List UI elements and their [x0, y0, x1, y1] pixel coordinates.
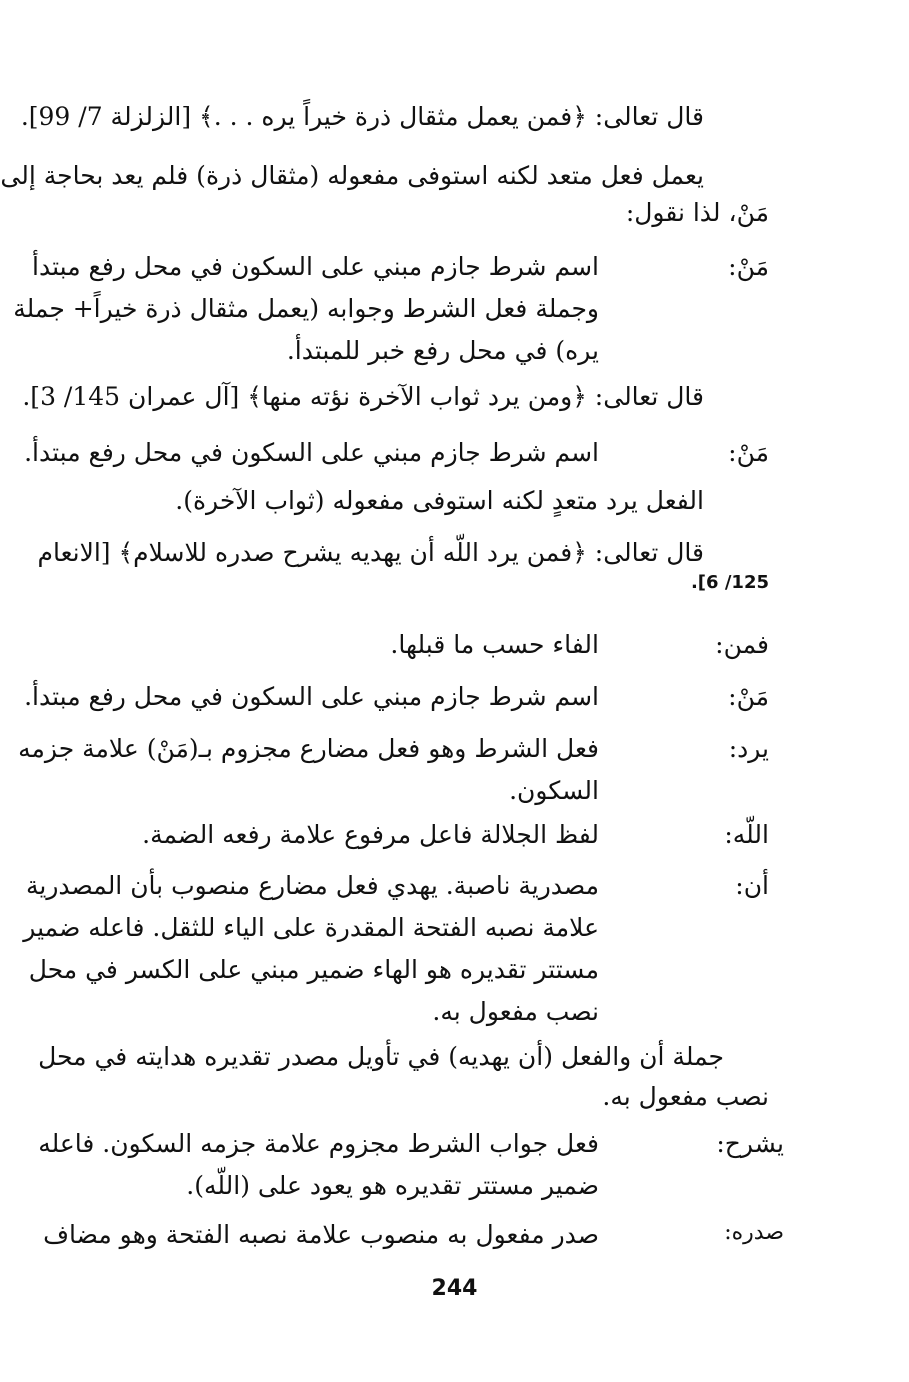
definition-line: صدر مفعول به منصوب علامة نصبه الفتحة وهو مضاف [43, 1220, 599, 1249]
verse-citation: قال تعالى: ﴿فمن يعمل مثقال ذرة خيراً يره . . .﴾ [الزلزلة 7/ 99]. [20, 102, 704, 131]
parsed-term: يشرح: [716, 1129, 784, 1158]
definition-line: اسم شرط جازم مبني على السكون في محل رفع مبتدأ [32, 252, 599, 281]
parsed-term: صدره: [724, 1220, 784, 1245]
paragraph-line: نصب مفعول به. [602, 1082, 769, 1111]
page-number: 244 [431, 1276, 478, 1301]
definition-line: نصب مفعول به. [432, 997, 599, 1026]
definition-line: ضمير مستتر تقديره هو يعود على (اللّه). [186, 1171, 599, 1200]
parsed-term: مَنْ: [728, 252, 769, 281]
paragraph-line: جملة أن والفعل (أن يهديه) في تأويل مصدر تقديره هدايته في محل [38, 1042, 724, 1071]
paragraph-line: يعمل فعل متعد لكنه استوفى مفعوله (مثقال ذرة) فلم يعد بحاجة إلى [0, 161, 704, 190]
definition-line: اسم شرط جازم مبني على السكون في محل رفع مبتدأ. [24, 682, 599, 711]
definition-line: اسم شرط جازم مبني على السكون في محل رفع مبتدأ. [24, 438, 599, 467]
verse-citation: 125/ 6]. [690, 572, 769, 593]
verse-citation: قال تعالى: ﴿فمن يرد اللّه أن يهديه يشرح صدره للاسلام﴾ [الانعام [37, 538, 704, 567]
parsed-term: فمن: [715, 630, 769, 659]
definition-line: علامة نصبه الفتحة المقدرة على الياء للثقل. فاعله ضمير [23, 913, 599, 942]
parsed-term: أن: [735, 871, 769, 900]
paragraph-line: مَنْ، لذا نقول: [625, 198, 769, 227]
definition-line: مستتر تقديره هو الهاء ضمير مبني على الكسر في محل [28, 955, 599, 984]
definition-line: السكون. [509, 776, 599, 805]
definition-line: لفظ الجلالة فاعل مرفوع علامة رفعه الضمة. [142, 820, 599, 849]
definition-line: وجملة فعل الشرط وجوابه (يعمل مثقال ذرة خيراً+ جملة [13, 294, 599, 323]
parsed-term: مَنْ: [728, 682, 769, 711]
definition-line: مصدرية ناصبة. يهدي فعل مضارع منصوب بأن المصدرية [26, 871, 599, 900]
parsed-term: اللّه: [724, 820, 769, 849]
definition-line: فعل جواب الشرط مجزوم علامة جزمه السكون. فاعله [38, 1129, 599, 1158]
paragraph-line: الفعل يرد متعدٍ لكنه استوفى مفعوله (ثواب الآخرة). [175, 486, 704, 515]
verse-citation: قال تعالى: ﴿ومن يرد ثواب الآخرة نؤته منها﴾ [آل عمران 145/ 3]. [22, 382, 704, 411]
definition-line: يره) في محل رفع خبر للمبتدأ. [286, 336, 599, 365]
parsed-term: مَنْ: [728, 438, 769, 467]
definition-line: فعل الشرط وهو فعل مضارع مجزوم بـ(مَنْ) علامة جزمه [18, 734, 599, 763]
definition-line: الفاء حسب ما قبلها. [390, 630, 599, 659]
parsed-term: يرد: [728, 734, 769, 763]
